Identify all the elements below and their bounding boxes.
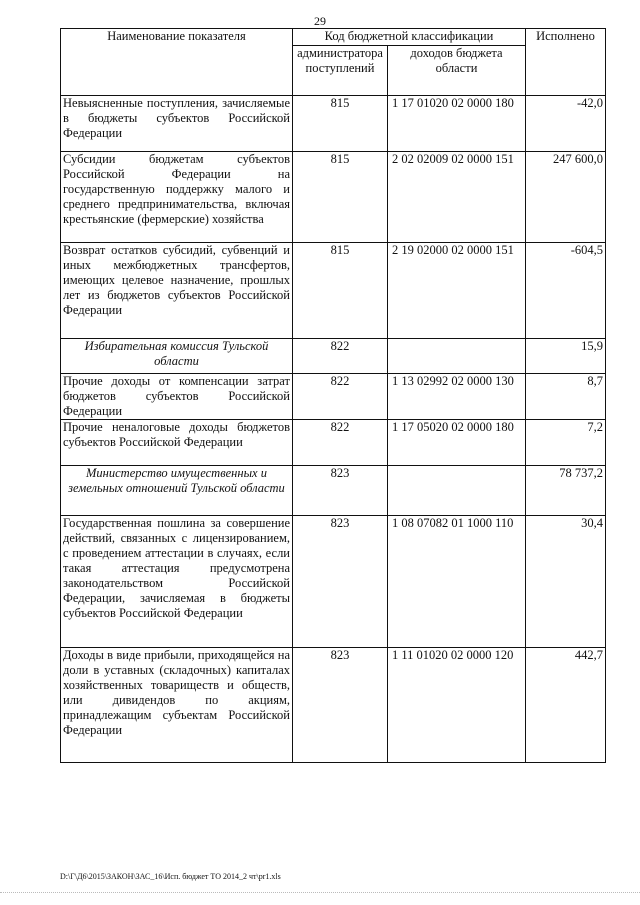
row-admin-code: 823 (293, 647, 388, 762)
row-executed-value: 7,2 (526, 420, 606, 465)
row-income-code: 2 19 02000 02 0000 151 (388, 242, 526, 338)
row-income-code: 1 17 05020 02 0000 180 (388, 420, 526, 465)
row-admin-code: 823 (293, 465, 388, 516)
row-executed-value: 15,9 (526, 338, 606, 373)
row-executed-value: 442,7 (526, 647, 606, 762)
row-income-code: 1 11 01020 02 0000 120 (388, 647, 526, 762)
table-row (61, 465, 606, 516)
table-row (61, 516, 606, 647)
row-executed-value: 78 737,2 (526, 465, 606, 516)
row-name: Избирательная комиссия Тульской области (61, 338, 293, 373)
table-row (61, 647, 606, 762)
footer-file-path: D:\Г\Д6\2015\ЗАКОН\ЗАС_16\Исп. бюджет ТО 2014_2 чт\pr1.xls (60, 872, 281, 881)
row-admin-code: 822 (293, 373, 388, 419)
header-name: Наименование показателя (61, 29, 293, 96)
row-name: Министерство имущественных и земельных отношений Тульской области (61, 465, 293, 516)
row-admin-code: 815 (293, 96, 388, 152)
row-admin-code: 822 (293, 420, 388, 465)
table-row (61, 242, 606, 338)
row-admin-code: 815 (293, 242, 388, 338)
table-row (61, 96, 606, 152)
row-income-code: 1 13 02992 02 0000 130 (388, 373, 526, 419)
scan-line (0, 892, 640, 894)
header-income: доходов бюджета области (388, 46, 526, 96)
row-income-code (388, 465, 526, 516)
header-code-group: Код бюджетной классификации (293, 29, 526, 46)
header-admin: администратора поступлений (293, 46, 388, 96)
table-row (61, 151, 606, 242)
row-name: Невыясненные поступления, зачисляемые в бюджеты субъектов Российской Федерации (61, 96, 293, 152)
row-executed-value: -604,5 (526, 242, 606, 338)
row-name: Государственная пошлина за совершение действий, связанных с лицензированием, с проведением аттестации в случаях, если такая аттестация предусмотрена законодательством Российской Федерации, зачисляемая в бюджеты субъектов Российской Федерации (61, 516, 293, 647)
row-executed-value: 8,7 (526, 373, 606, 419)
row-name: Возврат остатков субсидий, субвенций и иных межбюджетных трансфертов, имеющих целевое назначение, прошлых лет из бюджетов субъектов Российской Федерации (61, 242, 293, 338)
row-admin-code: 822 (293, 338, 388, 373)
row-income-code: 1 08 07082 01 1000 110 (388, 516, 526, 647)
row-executed-value: 30,4 (526, 516, 606, 647)
budget-table (60, 28, 606, 763)
header-executed: Исполнено (526, 29, 606, 96)
row-admin-code: 823 (293, 516, 388, 647)
row-income-code (388, 338, 526, 373)
row-income-code: 2 02 02009 02 0000 151 (388, 151, 526, 242)
row-admin-code: 815 (293, 151, 388, 242)
row-executed-value: -42,0 (526, 96, 606, 152)
row-income-code: 1 17 01020 02 0000 180 (388, 96, 526, 152)
row-executed-value: 247 600,0 (526, 151, 606, 242)
page-number: 29 (314, 14, 326, 28)
table-row (61, 420, 606, 465)
row-name: Субсидии бюджетам субъектов Российской Федерации на государственную поддержку малого и среднего предпринимательства, включая крестьянские (фермерские) хозяйства (61, 151, 293, 242)
table-row (61, 373, 606, 419)
row-name: Прочие неналоговые доходы бюджетов субъектов Российской Федерации (61, 420, 293, 465)
table-row (61, 338, 606, 373)
row-name: Прочие доходы от компенсации затрат бюджетов субъектов Российской Федерации (61, 373, 293, 419)
row-name: Доходы в виде прибыли, приходящейся на доли в уставных (складочных) капиталах хозяйственных товариществ и обществ, или дивидендов по акциям, принадлежащим субъектам Российской Федерации (61, 647, 293, 762)
